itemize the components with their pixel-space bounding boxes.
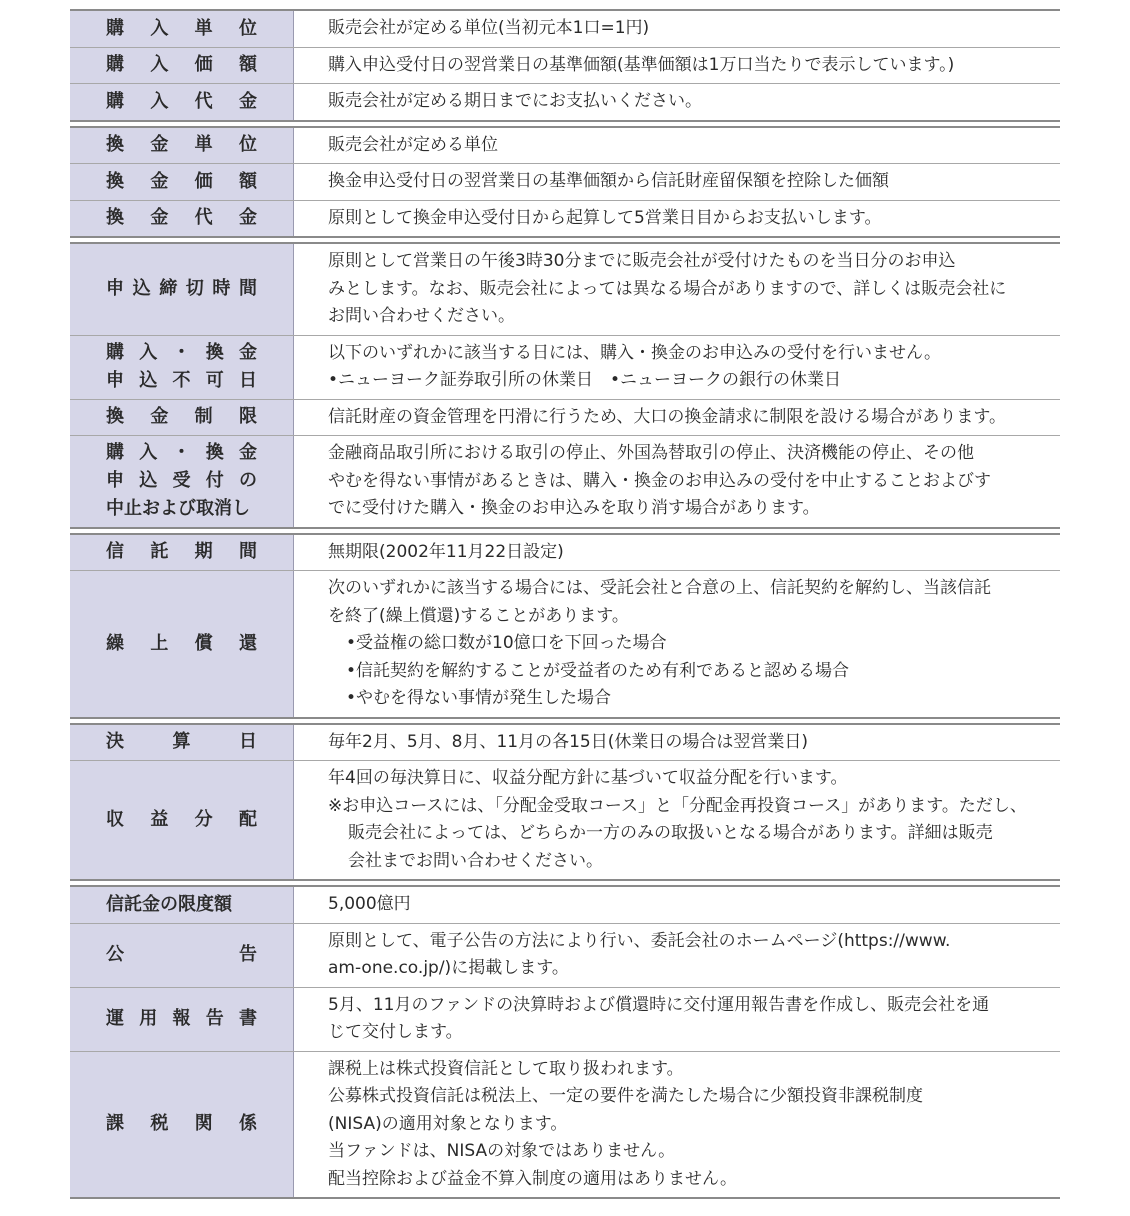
row-value-line: を終了(繰上償還)することがあります。 bbox=[328, 605, 629, 626]
row-value-line: 無期限(2002年11月22日設定) bbox=[328, 541, 564, 562]
row-label bbox=[70, 436, 294, 527]
row-value-line: 5,000億円 bbox=[328, 894, 411, 914]
table-row bbox=[70, 244, 1060, 335]
row-value-line: (NISA)の適用対象となります。 bbox=[328, 1113, 568, 1134]
row-label-text: 収 益 分 配 bbox=[106, 809, 257, 830]
row-value-line: 配当控除および益金不算入制度の適用はありません。 bbox=[328, 1168, 738, 1189]
row-label bbox=[70, 1052, 294, 1198]
row-value bbox=[294, 436, 1060, 527]
row-value bbox=[294, 988, 1060, 1051]
row-value-line: 次のいずれかに該当する場合には、受託会社と合意の上、信託契約を解約し、当該信託 bbox=[328, 578, 991, 598]
row-value-line: お問い合わせください。 bbox=[328, 306, 515, 326]
table-row bbox=[70, 760, 1060, 879]
row-value-line: 金融商品取引所における取引の停止、外国為替取引の停止、決済機能の停止、その他 bbox=[328, 443, 974, 463]
row-label-text: 購 入 価 額 bbox=[106, 54, 257, 76]
row-value-line: •受益権の総口数が10億口を下回った場合 bbox=[346, 633, 667, 653]
row-label-text: 申 込 締 切 時 間 bbox=[106, 278, 257, 300]
row-value-line: みとします。なお、販売会社によっては異なる場合がありますので、詳しくは販売会社に bbox=[328, 278, 1007, 299]
table-row bbox=[70, 725, 1060, 761]
table-row bbox=[70, 163, 1060, 200]
row-label bbox=[70, 400, 294, 436]
row-value bbox=[294, 924, 1060, 987]
row-value bbox=[294, 11, 1060, 47]
row-value bbox=[294, 164, 1060, 200]
row-label bbox=[70, 571, 294, 717]
row-label-text: 中止および取消し bbox=[106, 498, 250, 520]
table-row bbox=[70, 435, 1060, 527]
row-label bbox=[70, 11, 294, 47]
row-label bbox=[70, 128, 294, 164]
row-label bbox=[70, 725, 294, 761]
row-label-text: 運 用 報 告 書 bbox=[106, 1008, 257, 1029]
row-value bbox=[294, 201, 1060, 237]
row-label bbox=[70, 887, 294, 923]
row-value-line: 販売会社が定める単位 bbox=[328, 134, 498, 155]
row-value-line: でに受付けた購入・換金のお申込みを取り消す場合があります。 bbox=[328, 498, 820, 518]
row-value-line: 販売会社が定める単位(当初元本1口=1円) bbox=[328, 18, 650, 38]
row-label-text: 申 込 受 付 の bbox=[106, 470, 257, 492]
row-label-text: 公 告 bbox=[106, 944, 257, 965]
row-value-line: am-one.co.jp/)に掲載します。 bbox=[328, 958, 569, 978]
row-value bbox=[294, 336, 1060, 399]
row-value bbox=[294, 244, 1060, 335]
table-row bbox=[70, 887, 1060, 923]
table-row bbox=[70, 535, 1060, 571]
row-label-text: 購 入 ・ 換 金 bbox=[106, 342, 257, 363]
row-value-line: 販売会社によっては、どちらか一方のみの取扱いとなる場合があります。詳細は販売 bbox=[348, 823, 993, 843]
row-label-text: 換 金 価 額 bbox=[106, 170, 257, 192]
row-label-text: 信 託 期 間 bbox=[106, 541, 257, 563]
table-group bbox=[70, 723, 1060, 882]
row-label bbox=[70, 761, 294, 879]
row-label-text: 購 入 代 金 bbox=[106, 90, 257, 112]
row-label bbox=[70, 48, 294, 84]
row-value-line: ※お申込コースには、「分配金受取コース」と「分配金再投資コース」があります。ただし、 bbox=[328, 795, 1027, 816]
row-value-line: 販売会社が定める期日までにお支払いください。 bbox=[328, 91, 702, 111]
row-value-line: じて交付します。 bbox=[328, 1022, 463, 1042]
table-row bbox=[70, 335, 1060, 399]
row-value bbox=[294, 887, 1060, 923]
row-label bbox=[70, 336, 294, 399]
row-value-line: 5月、11月のファンドの決算時および償還時に交付運用報告書を作成し、販売会社を通 bbox=[328, 994, 990, 1015]
row-value-line: 信託財産の資金管理を円滑に行うため、大口の換金請求に制限を設ける場合があります。 bbox=[328, 406, 1006, 427]
table-row bbox=[70, 200, 1060, 237]
row-value-line: 以下のいずれかに該当する日には、購入・換金のお申込みの受付を行いません。 bbox=[328, 342, 942, 363]
row-value bbox=[294, 725, 1060, 761]
table-group bbox=[70, 9, 1060, 122]
row-value bbox=[294, 400, 1060, 436]
row-label bbox=[70, 244, 294, 335]
row-value-line: 課税上は株式投資信託として取り扱われます。 bbox=[328, 1058, 684, 1079]
row-value-line: 換金申込受付日の翌営業日の基準価額から信託財産留保額を控除した価額 bbox=[328, 171, 889, 191]
table-group bbox=[70, 885, 1060, 1199]
row-value-line: 年4回の毎決算日に、収益分配方針に基づいて収益分配を行います。 bbox=[328, 768, 848, 788]
row-label-text: 購 入 ・ 換 金 bbox=[106, 442, 257, 464]
row-value-line: 原則として換金申込受付日から起算して5営業日目からお支払いします。 bbox=[328, 207, 882, 228]
row-value bbox=[294, 761, 1060, 879]
row-label-text: 課 税 関 係 bbox=[106, 1113, 257, 1135]
table-group bbox=[70, 242, 1060, 529]
row-value-line: 公募株式投資信託は税法上、一定の要件を満たした場合に少額投資非課税制度 bbox=[328, 1086, 923, 1106]
table-row bbox=[70, 128, 1060, 164]
table-row bbox=[70, 399, 1060, 436]
table-row bbox=[70, 83, 1060, 120]
row-label bbox=[70, 84, 294, 120]
row-label bbox=[70, 535, 294, 571]
row-label-text: 決 算 日 bbox=[106, 731, 257, 753]
row-value bbox=[294, 128, 1060, 164]
row-value bbox=[294, 535, 1060, 571]
row-label bbox=[70, 988, 294, 1051]
row-label-text: 換 金 代 金 bbox=[106, 207, 257, 229]
table-group bbox=[70, 126, 1060, 239]
table-row bbox=[70, 1051, 1060, 1198]
row-value bbox=[294, 571, 1060, 717]
row-label-text: 信託金の限度額 bbox=[106, 893, 232, 915]
row-label bbox=[70, 924, 294, 987]
row-label bbox=[70, 201, 294, 237]
row-label bbox=[70, 164, 294, 200]
row-value-line: 当ファンドは、NISAの対象ではありません。 bbox=[328, 1141, 676, 1161]
row-value-line: やむを得ない事情があるときは、購入・換金のお申込みの受付を中止することおよびす bbox=[328, 470, 991, 491]
row-value bbox=[294, 84, 1060, 120]
row-value-line: •信託契約を解約することが受益者のため有利であると認める場合 bbox=[346, 660, 850, 681]
row-value-line: 毎年2月、5月、8月、11月の各15日(休業日の場合は翌営業日) bbox=[328, 731, 808, 752]
row-value-line: •やむを得ない事情が発生した場合 bbox=[346, 688, 612, 708]
row-label-text: 換 金 単 位 bbox=[106, 134, 257, 156]
row-value-line: 原則として営業日の午後3時30分までに販売会社が受付けたものを当日分のお申込 bbox=[328, 251, 956, 271]
row-label-text: 繰 上 償 還 bbox=[106, 632, 257, 654]
row-value-line: •ニューヨーク証券取引所の休業日 •ニューヨークの銀行の休業日 bbox=[328, 370, 842, 390]
fund-terms-table bbox=[70, 9, 1060, 1199]
table-row bbox=[70, 923, 1060, 987]
table-row bbox=[70, 987, 1060, 1051]
row-value-line: 会社までお問い合わせください。 bbox=[348, 850, 603, 871]
row-value bbox=[294, 1052, 1060, 1198]
row-label-text: 購 入 単 位 bbox=[106, 17, 257, 39]
row-label-text: 申 込 不 可 日 bbox=[106, 370, 257, 391]
table-group bbox=[70, 533, 1060, 719]
row-value bbox=[294, 48, 1060, 84]
row-label-text: 換 金 制 限 bbox=[106, 406, 257, 428]
row-value-line: 購入申込受付日の翌営業日の基準価額(基準価額は1万口当たりで表示しています。) bbox=[328, 54, 955, 75]
table-row bbox=[70, 11, 1060, 47]
row-value-line: 原則として、電子公告の方法により行い、委託会社のホームページ(https://www. bbox=[328, 930, 951, 951]
table-row bbox=[70, 47, 1060, 84]
table-row bbox=[70, 570, 1060, 717]
